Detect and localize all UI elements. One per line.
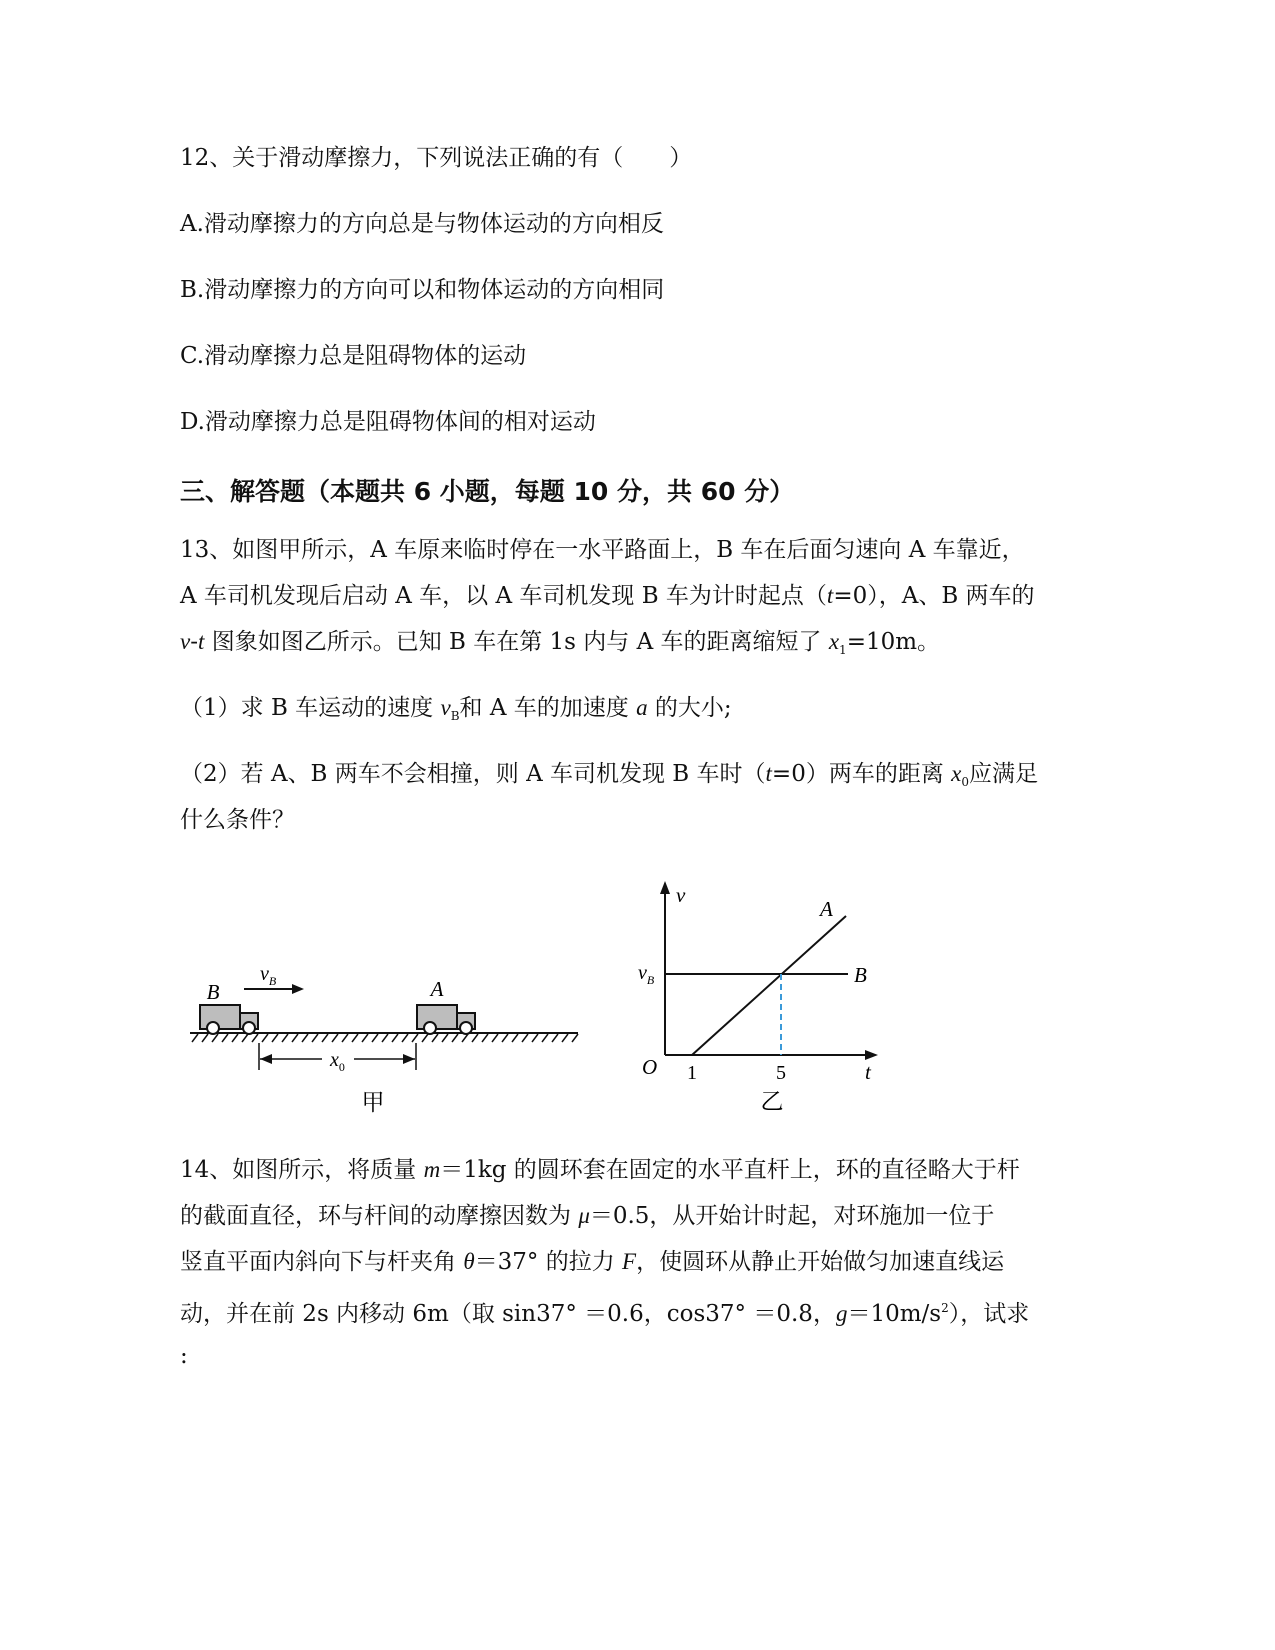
question-12-option-c: C.滑动摩擦力总是阻碍物体的运动 — [180, 343, 527, 369]
question-12-option-a: A.滑动摩擦力的方向总是与物体运动的方向相反 — [180, 211, 664, 237]
line-a-label: A — [820, 897, 833, 921]
section-3-heading: 三、解答题（本题共 6 小题，每题 10 分，共 60 分） — [180, 477, 795, 506]
figure-yi-caption: 乙 — [760, 1089, 784, 1115]
question-13-line-3: v-t 图象如图乙所示。已知 B 车在第 1s 内与 A 车的距离缩短了 $x_1=10m$。 — [180, 629, 941, 657]
car-a — [417, 1005, 475, 1034]
car-a-label: A — [430, 977, 444, 1001]
line-b-label: B — [854, 963, 867, 987]
question-13-part-2-line-2: 什么条件？ — [180, 807, 295, 833]
question-12-stem: 12、关于滑动摩擦力，下列说法正确的有（ ） — [180, 145, 693, 171]
question-13-line-2: A 车司机发现后启动 A 车，以 A 车司机发现 B 车为计时起点（t=0），A、B 两车的 — [180, 583, 1035, 609]
question-14-line-5: : — [180, 1343, 188, 1369]
origin-label: O — [642, 1055, 658, 1079]
car-b-label: B — [206, 980, 220, 1004]
v-axis-arrow — [660, 881, 670, 894]
t-axis-arrow — [865, 1050, 878, 1060]
figure-yi — [630, 875, 900, 1120]
question-14-line-4: 动，并在前 2s 内移动 6m（取 sin37° ＝0.6，cos37° ＝0.8，$g=10m/s^2$），试求 — [180, 1301, 1030, 1327]
vb-label: $v_B$ — [638, 962, 655, 987]
figure-jia — [180, 955, 600, 1125]
question-14-line-1: 14、如图所示，将质量 m＝1kg 的圆环套在固定的水平直杆上，环的直径略大于杆 — [180, 1157, 1020, 1183]
tick-label-5: 5 — [776, 1062, 786, 1084]
velocity-arrow-head — [292, 984, 304, 994]
question-13-line-1: 13、如图甲所示，A 车原来临时停在一水平路面上，B 车在后面匀速向 A 车靠近， — [180, 537, 1025, 563]
car-b — [200, 1005, 258, 1034]
t-axis-label: t — [865, 1060, 871, 1084]
question-14-line-3: 竖直平面内斜向下与杆夹角 θ＝37° 的拉力 F，使圆环从静止开始做匀加速直线运 — [180, 1249, 1005, 1275]
v-axis-label: v — [676, 883, 686, 907]
question-14-line-2: 的截面直径，环与杆间的动摩擦因数为 μ＝0.5，从开始计时起，对环施加一位于 — [180, 1203, 995, 1229]
ground-hatch — [192, 1034, 578, 1042]
question-13-part-2: （2）若 A、B 两车不会相撞，则 A 车司机发现 B 车时（t=0）两车的距离 $x_0$应满足 — [180, 761, 1038, 789]
velocity-label: $v_B$ — [260, 963, 277, 988]
question-13-part-1: （1）求 B 车运动的速度 $v_B$和 A 车的加速度 a 的大小; — [180, 695, 732, 723]
tick-label-1: 1 — [687, 1062, 697, 1084]
line-a — [692, 916, 846, 1055]
distance-label: $x_0$ — [330, 1049, 345, 1074]
question-12-option-d: D.滑动摩擦力总是阻碍物体间的相对运动 — [180, 409, 596, 435]
figure-jia-caption: 甲 — [361, 1090, 385, 1116]
question-12-option-b: B.滑动摩擦力的方向可以和物体运动的方向相同 — [180, 277, 665, 303]
